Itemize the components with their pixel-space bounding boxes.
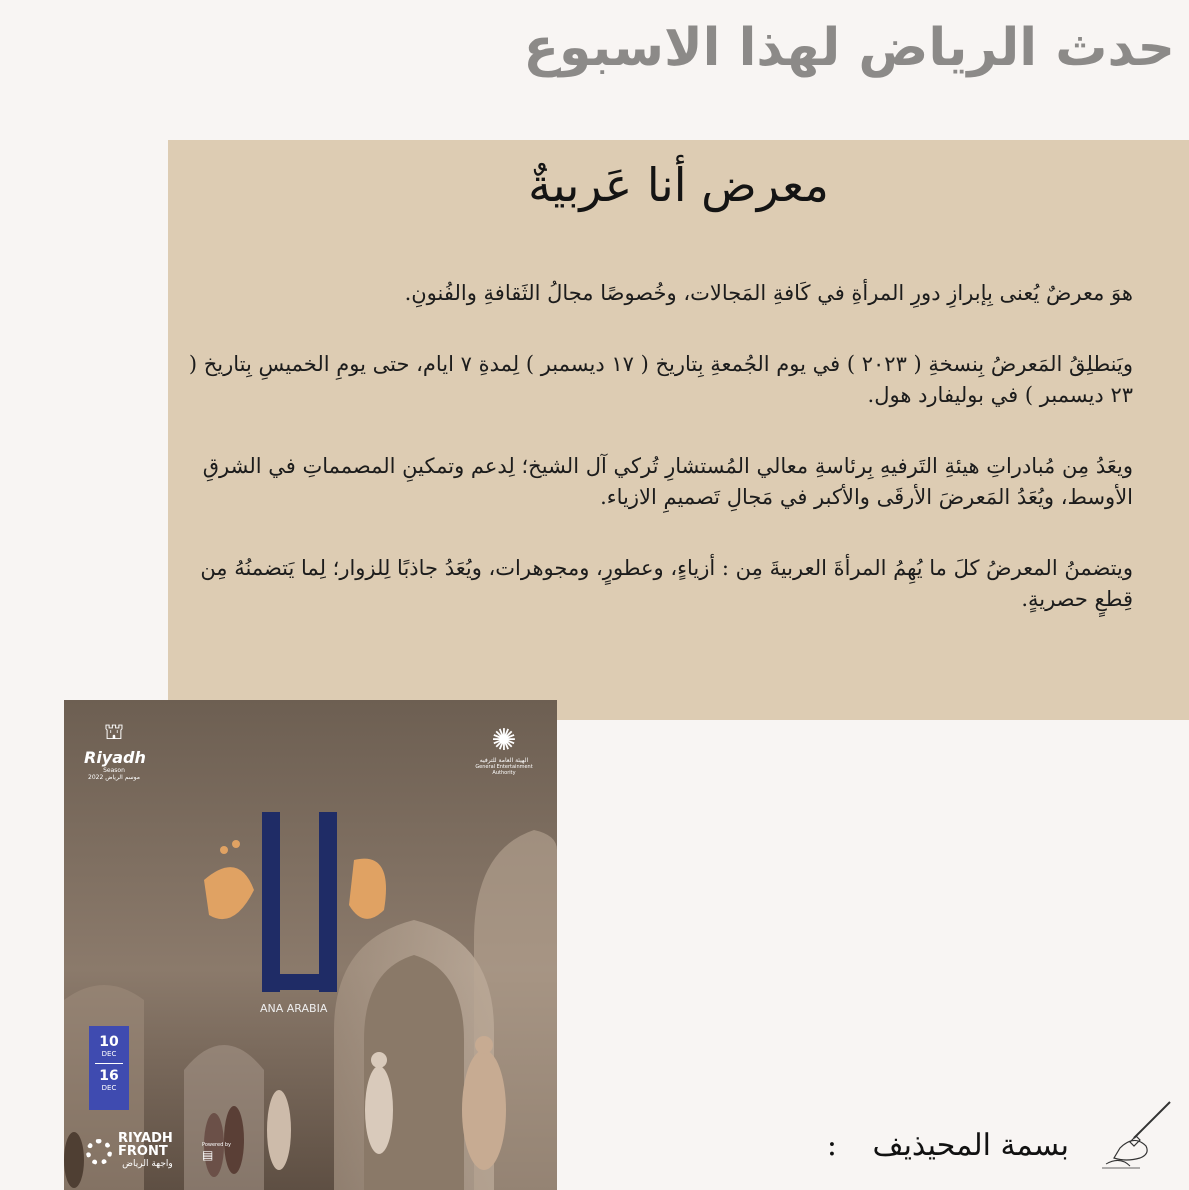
article-panel — [168, 140, 1189, 720]
gea-logo: ✺ الهيئة العامة للترفيه General Entertainment Authority — [469, 725, 539, 776]
writing-hand-icon — [1100, 1098, 1180, 1170]
poster-ana-english: ANA ARABIA — [260, 1002, 328, 1015]
event-poster — [64, 700, 557, 1190]
author-name: بسمة المحيذيف — [872, 1128, 1069, 1163]
gea-sun-icon: ✺ — [491, 723, 517, 758]
author-label: : — [826, 1128, 837, 1163]
paragraph-contents: ويتضمنُ المعرضُ كلَ ما يُهِمُ المرأةَ العربيةَ مِن : أزياءٍ، وعطورٍ، ومجوهرات، ويُعَدُ جاذبًا لِلزوار؛ لِما يَتضمنُهُ مِن قِطعٍ حصريةٍ. — [200, 556, 1133, 611]
page-title: حدث الرياض لهذا الاسبوع — [523, 18, 1175, 78]
paragraph-intro: هوَ معرضٌ يُعنى بِإبرازِ دورِ المرأةِ في كَافةِ المَجالات، وخُصوصًا مجالُ الثَقافةِ والفُنونِ. — [404, 281, 1133, 305]
article-body — [183, 278, 1133, 655]
paragraph-dates: ويَنطلِقُ المَعرضُ بِنسخةِ ( ٢٠٢٣ ) في يوم الجُمعةِ بِتاريخ ( ١٧ ديسمبر ) لِمدةِ ٧ ايام، حتى يومِ الخميسِ بِتاريخ ( ٢٣ ديسمبر ) في بوليفارد هول. — [188, 352, 1133, 407]
date-badge: 10 DEC 16 DEC — [89, 1026, 129, 1110]
riyadh-front-ring-icon — [86, 1139, 112, 1165]
riyadh-season-icon: ⛫ — [103, 720, 125, 745]
riyadh-season-logo: ⛫ Riyadh Season موسم الرياض 2022 — [84, 720, 146, 781]
sponsor-logo: Powered by ▤ — [202, 1142, 252, 1162]
paragraph-initiative: ويعَدُ مِن مُبادراتِ هيئةِ التَرفيهِ بِرئاسةِ معالي المُستشارِ تُركي آل الشيخ؛ لِدعم وتمكينِ المصمماتِ في الشرقِ الأوسط، ويُعَدُ المَعرضَ الأرقَى والأكبر في مَجالِ تَصميمِ الازياء. — [202, 454, 1133, 509]
author-credit — [827, 1128, 1069, 1163]
article-title: معرض أنا عَربيةٌ — [528, 158, 829, 212]
sponsor-mark-icon: ▤ — [202, 1148, 214, 1162]
riyadh-front-logo: RIYADH FRONT واجهة الرياض — [86, 1132, 173, 1171]
